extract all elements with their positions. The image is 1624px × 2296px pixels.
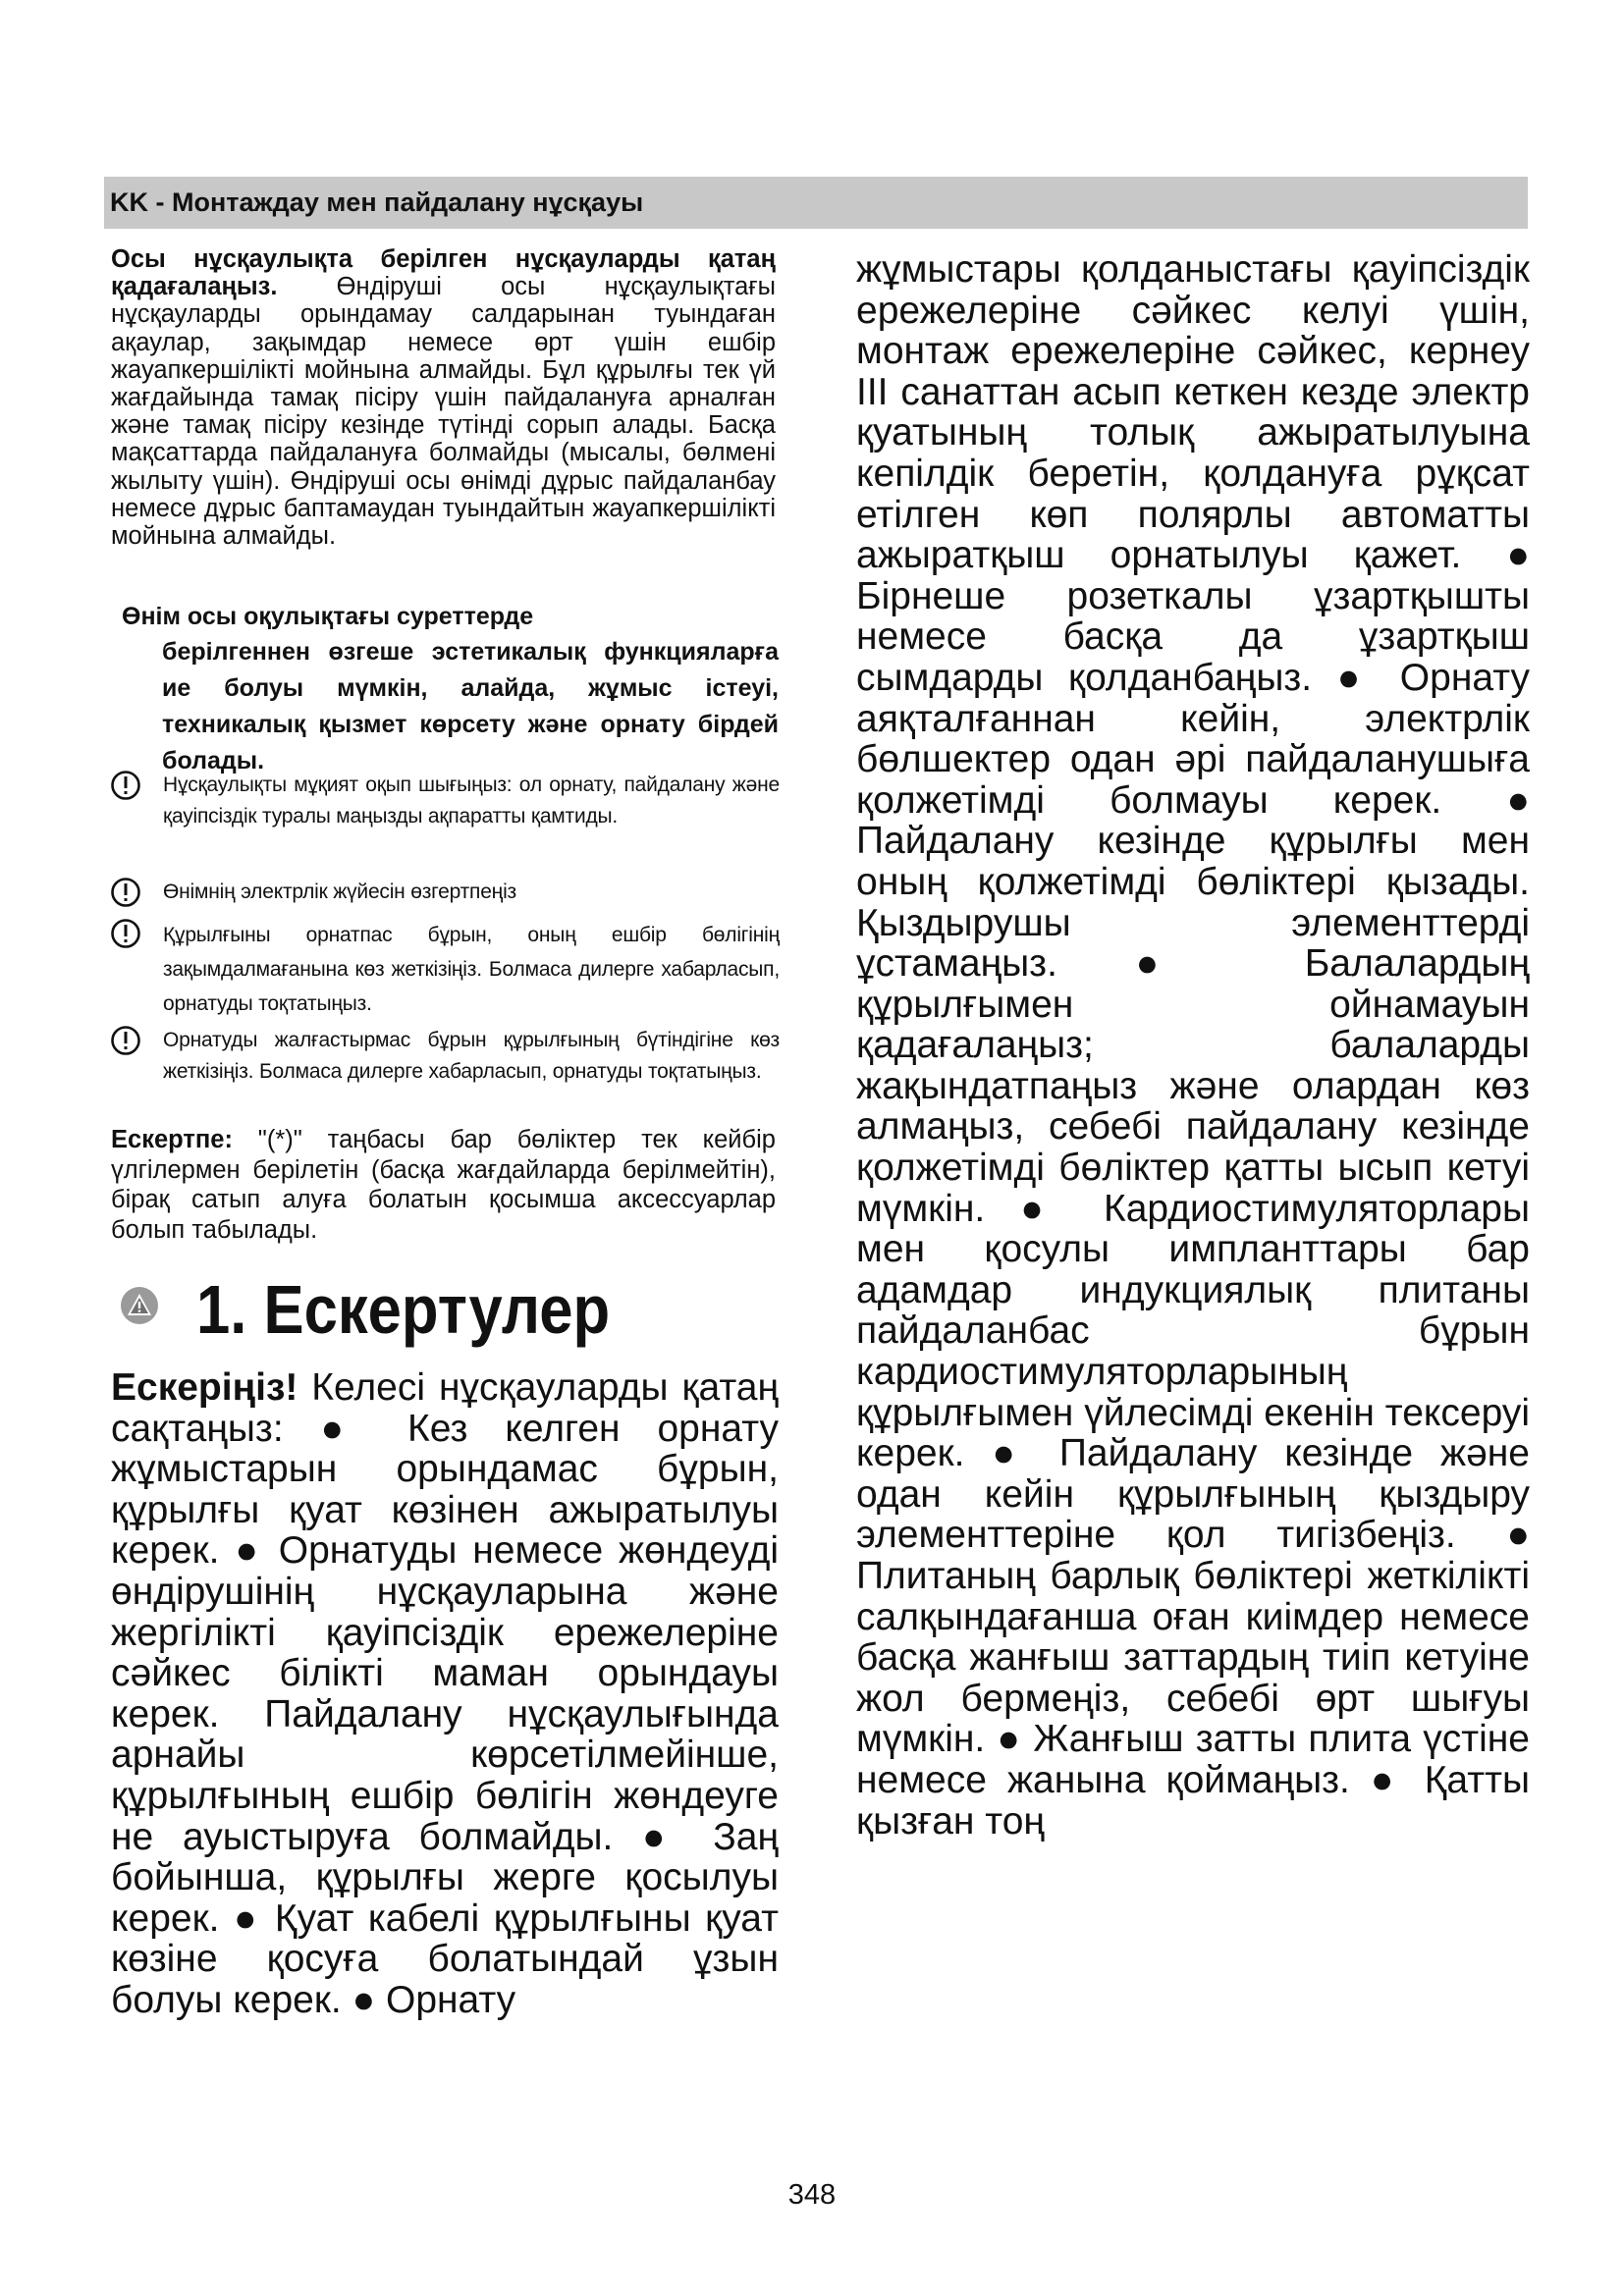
document-header-title: KK - Монтаждау мен пайдалану нұсқауы xyxy=(110,187,644,217)
note-paragraph xyxy=(111,1125,776,1245)
warning-text: Өнімнің электрлік жүйесін өзгертпеңіз xyxy=(163,881,516,903)
body-left-text: Келесі нұсқауларды қатаң сақтаңыз: ● Кез келген орнату жұмыстарын орындамас бұрын, құрылғы қуат көзінен ажыратылуы керек. ● Орнатуды немесе жөндеуді өндірушінің нұсқауларына және жергілікті қауіпсіздік ережелеріне сәйкес білікті маман орындауы керек. Пайдалану нұсқаулығында арнайы көрсетілмейінше, құрылғының ешбір бөлігін жөндеуге не ауыстыруға болмайды. ● Заң бойынша, құрылғы жерге қосылуы керек. ● Қуат кабелі құрылғыны қуат көзіне қосуға болатындай ұзын болуы керек. ● Орнату xyxy=(111,1366,779,2021)
warning-text: Құрылғыны орнатпас бұрын, оның ешбір бөлігінің зақымдалмағанына көз жеткізіңіз. Болмаса дилерге хабарласып, орнатуды тоқтатыңыз. xyxy=(163,924,780,1015)
intro-paragraph xyxy=(111,245,776,550)
warning-item xyxy=(110,770,780,832)
warning-text: Орнатуды жалғастырмас бұрын құрылғының бүтіндігіне көз жеткізіңіз. Болмаса дилерге хабарласып, орнатуды тоқтатыңыз. xyxy=(163,1029,780,1083)
exclamation-circle-icon xyxy=(110,918,141,949)
emphasis-first-line: Өнім осы оқулықтағы суреттерде xyxy=(122,603,534,630)
exclamation-circle-icon xyxy=(110,770,141,801)
intro-text: Өндіруші осы нұсқаулықтағы нұсқауларды орындамау салдарынан туындаған ақаулар, зақымдар немесе өрт үшін ешбір жауапкершілікті мойнына алмайды. Бұл құрылғы тек үй жағдайында тамақ пісіру үшін пайдалануға арналған және тамақ пісіру кезінде түтінді сорып алады. Басқа мақсаттарда пайдалануға болмайды (мысалы, бөлмені жылыту үшін). Өндіруші осы өнімді дұрыс пайдаланбау немесе дұрыс баптамаудан туындайтын жауапкершілікті мойнына алмайды. xyxy=(111,273,776,551)
emphasis-continuation: берілгеннен өзгеше эстетикалық функцияларға ие болуы мүмкін, алайда, жұмыс істеуі, техникалық қызмет көрсету және орнату бірдей болады. xyxy=(162,638,779,774)
warning-item xyxy=(110,1025,780,1088)
section-title: 1. Ескертулер xyxy=(196,1271,611,1348)
warning-item xyxy=(110,877,780,908)
warning-triangle-icon xyxy=(120,1286,159,1325)
body-lead: Ескеріңіз! xyxy=(111,1366,298,1409)
document-header-bar xyxy=(104,177,1528,229)
body-right-column: жұмыстары қолданыстағы қауіпсіздік ережелеріне сәйкес келуі үшін, монтаж ережелеріне сәйкес, кернеу III санаттан асып кеткен кезде электр қуатының толық ажыратылуына кепілдік беретін, қолдануға рұқсат етілген көп полярлы автоматты ажыратқыш орнатылуы қажет. ● Бірнеше розеткалы ұзартқышты немесе басқа да ұзартқыш сымдарды қолданбаңыз. ● Орнату аяқталғаннан кейін, электрлік бөлшектер одан әрі пайдаланушыға қолжетімді болмауы керек. ● Пайдалану кезінде құрылғы мен оның қолжетімді бөліктері қызады. Қыздырушы элементтерді ұстамаңыз. ● Балалардың құрылғымен ойнамауын қадағалаңыз; балаларды жақындатпаңыз және олардан көз алмаңыз, себебі пайдалану кезінде қолжетімді бөліктер қатты ысып кетуі мүмкін. ● Кардиостимуляторлары мен қосулы импланттары бар адамдар индукциялық плитаны пайдаланбас бұрын кардиостимуляторларының құрылғымен үйлесімді екенін тексеруі керек. ● Пайдалану кезінде және одан кейін құрылғының қыздыру элементтеріне қол тигізбеңіз. ● Плитаның барлық бөліктері жеткілікті салқындағанша оған киімдер немесе басқа жанғыш заттардың тиіп кетуіне жол бермеңіз, себебі өрт шығуы мүмкін. ● Жанғыш затты плита үстіне немесе жанына қоймаңыз. ● Қатты қызған тоң xyxy=(856,248,1530,1842)
page-number: 348 xyxy=(787,2179,837,2211)
intro-bold-lead: Осы нұсқаулықта берілген нұсқауларды қатаң қадағалаңыз. xyxy=(111,245,776,301)
note-label: Ескертпе: xyxy=(111,1126,233,1153)
note-text: "(*)" таңбасы бар бөліктер тек кейбір үлгілермен берілетін (басқа жағдайларда берілмейтін), бірақ сатып алуға болатын қосымша аксессуарлар болып табылады. xyxy=(111,1126,776,1244)
exclamation-circle-icon xyxy=(110,877,141,908)
warning-item xyxy=(110,918,780,1021)
warning-text: Нұсқаулықты мұқият оқып шығыңыз: ол орнату, пайдалану және қауіпсіздік туралы маңызды ақпаратты қамтиды. xyxy=(163,774,780,828)
body-left-column xyxy=(111,1367,779,2021)
exclamation-circle-icon xyxy=(110,1025,141,1056)
